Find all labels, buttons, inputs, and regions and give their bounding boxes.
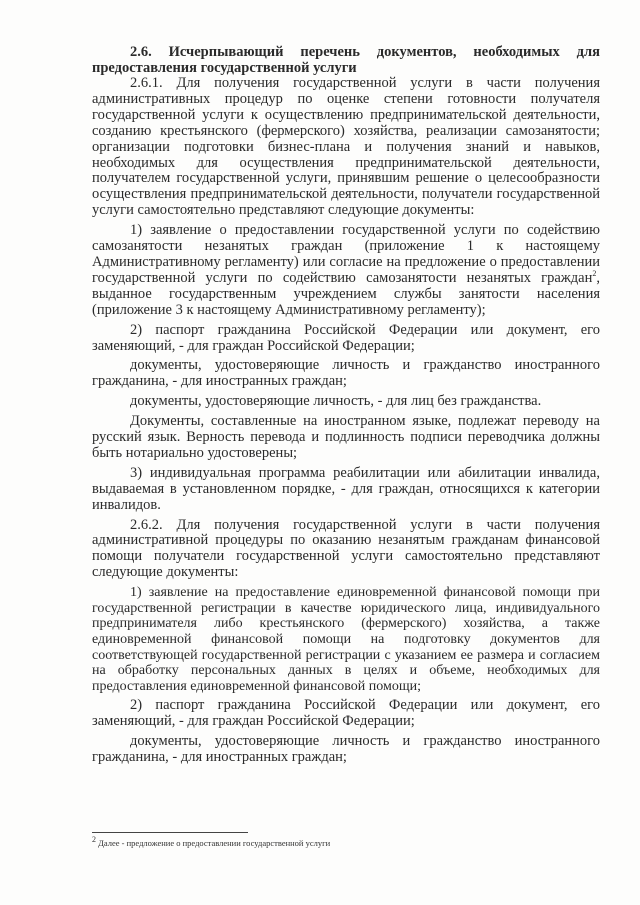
paragraph-item-1-tail: , выданное государственным учреждением службы занятости населения (приложение 3 к настоящему Административному регламенту);: [92, 269, 600, 318]
paragraph-item-1-text: 1) заявление о предоставлении государственной услуги по содействию самозанятости незанятых граждан (приложение 1 к настоящему Административному регламенту) или согласие на предложение о предоставлении государственной услуги по содействию самозанятости незанятых граждан: [92, 222, 600, 286]
paragraph-translation: Документы, составленные на иностранном языке, подлежат переводу на русский язык. Верность перевода и подлинность подписи переводчика должны быть нотариально удостоверены;: [92, 413, 600, 461]
footnote-text: Далее - предложение о предоставлении государственной услуги: [98, 838, 331, 848]
paragraph-item-1: [92, 223, 600, 318]
paragraph-2-6-2-item-2: 2) паспорт гражданина Российской Федерации или документ, его заменяющий, - для граждан Российской Федерации;: [92, 697, 600, 730]
footnote-ref: 2: [592, 269, 597, 279]
footnote-divider: [92, 832, 248, 833]
paragraph-2-6-2-item-1: 1) заявление на предоставление единовременной финансовой помощи при государственной регистрации в качестве юридического лица, индивидуального предпринимателя либо крестьянского (фермерского) хозяйства, а также единовременной финансовой помощи на подготовку документов для соответствующей государственной регистрации с указанием ее размера и согласием на обработку персональных данных в целях и объеме, необходимых для предоставления единовременной финансовой помощи;: [92, 585, 600, 694]
paragraph-item-3-disability: 3) индивидуальная программа реабилитации или абилитации инвалида, выдаваемая в установленном порядке, - для граждан, относящихся к категории инвалидов.: [92, 464, 600, 513]
paragraph-item-2-passport: 2) паспорт гражданина Российской Федерации или документ, его заменяющий, - для граждан Российской Федерации;: [92, 321, 600, 354]
paragraph-stateless-docs: документы, удостоверяющие личность, - для лиц без гражданства.: [130, 393, 542, 410]
footnote-number: 2: [92, 835, 96, 845]
paragraph-2-6-2: 2.6.2. Для получения государственной услуги в части получения административной процедуры по оказанию незанятым гражданам финансовой помощи получатели государственной услуги самостоятельно представляют следующие документы:: [92, 516, 600, 581]
paragraph-2-6-2-foreign-docs: документы, удостоверяющие личность и гражданство иностранного гражданина, - для иностранных граждан;: [92, 733, 600, 766]
paragraph-foreign-docs: документы, удостоверяющие личность и гражданство иностранного гражданина, - для иностранных граждан;: [92, 357, 600, 390]
section-heading: 2.6. Исчерпывающий перечень документов, необходимых для предоставления государственной услуги: [92, 44, 600, 76]
footnote: [92, 835, 331, 849]
paragraph-2-6-1: 2.6.1. Для получения государственной услуги в части получения административных процедур по оценке степени готовности получателя государственной услуги к осуществлению предпринимательской деятельности, созданию крестьянского (фермерского) хозяйства, реализации самозанятости; организации подготовки бизнес-плана и получения знаний и навыков, необходимых для осуществления предпринимательской деятельности, получателем государственной услуги, принявшим решение о целесообразности осуществления предпринимательской деятельности, получатели государственной услуги самостоятельно представляют следующие документы:: [92, 75, 600, 219]
